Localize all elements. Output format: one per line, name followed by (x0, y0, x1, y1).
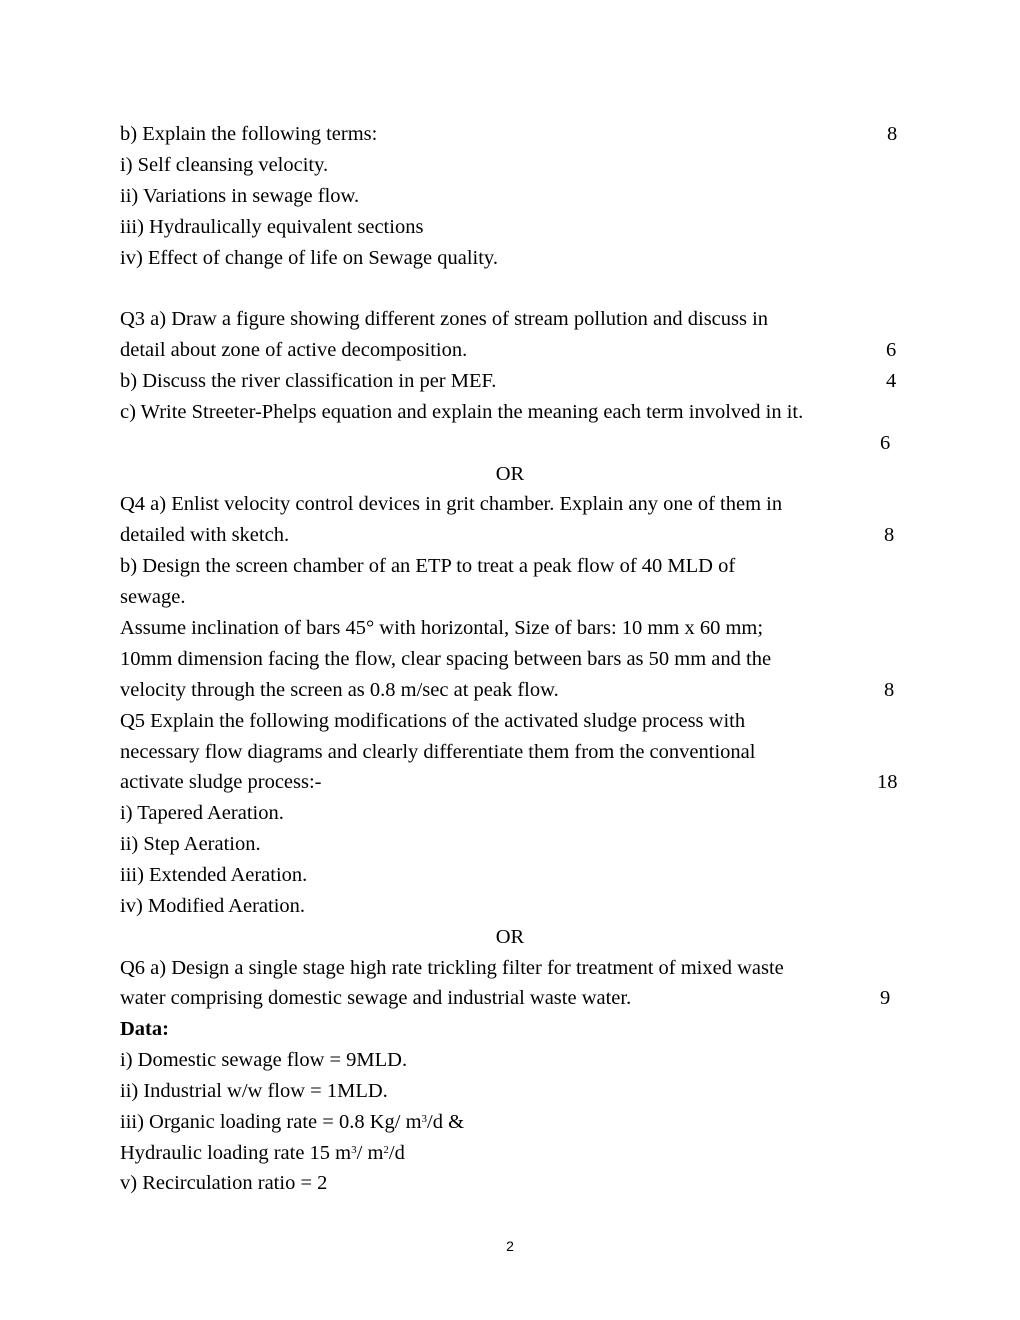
q4a-marks: 8 (884, 524, 895, 546)
or-divider: OR (495, 463, 525, 485)
q5-item: iv) Modified Aeration. (120, 895, 306, 917)
q5-item: iii) Extended Aeration. (120, 864, 308, 886)
q6-data-hydraulic-loading: Hydraulic loading rate 15 $m^3/$ $m^2/d$ (120, 1142, 405, 1164)
q2b-marks: 8 (887, 123, 898, 145)
q6-data-item: ii) Industrial w/w flow = 1MLD. (120, 1080, 388, 1102)
q4b-marks: 8 (884, 679, 895, 701)
q2b-item: ii) Variations in sewage flow. (120, 185, 360, 207)
q3c-text: c) Write Streeter-Phelps equation and explain the meaning each term involved in it. (120, 401, 804, 423)
q4b-assumptions-cont: velocity through the screen as 0.8 m/sec at peak flow. (120, 679, 559, 701)
q2b-item: i) Self cleansing velocity. (120, 154, 329, 176)
q5-item: i) Tapered Aeration. (120, 802, 284, 824)
q6-data-item: i) Domestic sewage flow = 9MLD. (120, 1049, 408, 1071)
q5-text-cont: activate sludge process:- (120, 771, 322, 793)
q2b-item: iii) Hydraulically equivalent sections (120, 216, 424, 238)
q5-text: Q5 Explain the following modifications of the activated sludge process with (120, 710, 746, 732)
q4b-assumptions-cont: 10mm dimension facing the flow, clear spacing between bars as 50 mm and the (120, 648, 772, 670)
or-divider: OR (495, 926, 525, 948)
q3a-text-cont: detail about zone of active decomposition. (120, 339, 468, 361)
q3b-marks: 4 (886, 370, 897, 392)
q4b-text: b) Design the screen chamber of an ETP to treat a peak flow of 40 MLD of (120, 555, 736, 577)
q6-data-recirculation: v) Recirculation ratio = 2 (120, 1172, 328, 1194)
q2b-item: iv) Effect of change of life on Sewage quality. (120, 247, 498, 269)
q4a-text-cont: detailed with sketch. (120, 524, 290, 546)
q3c-marks: 6 (880, 432, 891, 454)
q6a-text: Q6 a) Design a single stage high rate trickling filter for treatment of mixed waste (120, 957, 784, 979)
q6a-marks: 9 (880, 987, 891, 1009)
q5-item: ii) Step Aeration. (120, 833, 261, 855)
q4a-text: Q4 a) Enlist velocity control devices in grit chamber. Explain any one of them in (120, 493, 783, 515)
q4b-text-cont: sewage. (120, 586, 186, 608)
q3b-text: b) Discuss the river classification in per MEF. (120, 370, 497, 392)
q3a-text: Q3 a) Draw a figure showing different zones of stream pollution and discuss in (120, 308, 769, 330)
q4b-assumptions: Assume inclination of bars 45° with horizontal, Size of bars: 10 mm x 60 mm; (120, 617, 764, 639)
q5-marks: 18 (877, 771, 898, 793)
q2b-heading: b) Explain the following terms: (120, 123, 378, 145)
q5-text-cont: necessary flow diagrams and clearly differentiate them from the conventional (120, 741, 756, 763)
q6a-text-cont: water comprising domestic sewage and industrial waste water. (120, 987, 632, 1009)
page-number: 2 (506, 1238, 514, 1254)
q6-data-organic-loading: iii) Organic loading rate = 0.8 Kg/ $m^3/d$ & (120, 1111, 465, 1133)
q3a-marks: 6 (886, 339, 897, 361)
q6-data-label: Data: (120, 1018, 169, 1040)
